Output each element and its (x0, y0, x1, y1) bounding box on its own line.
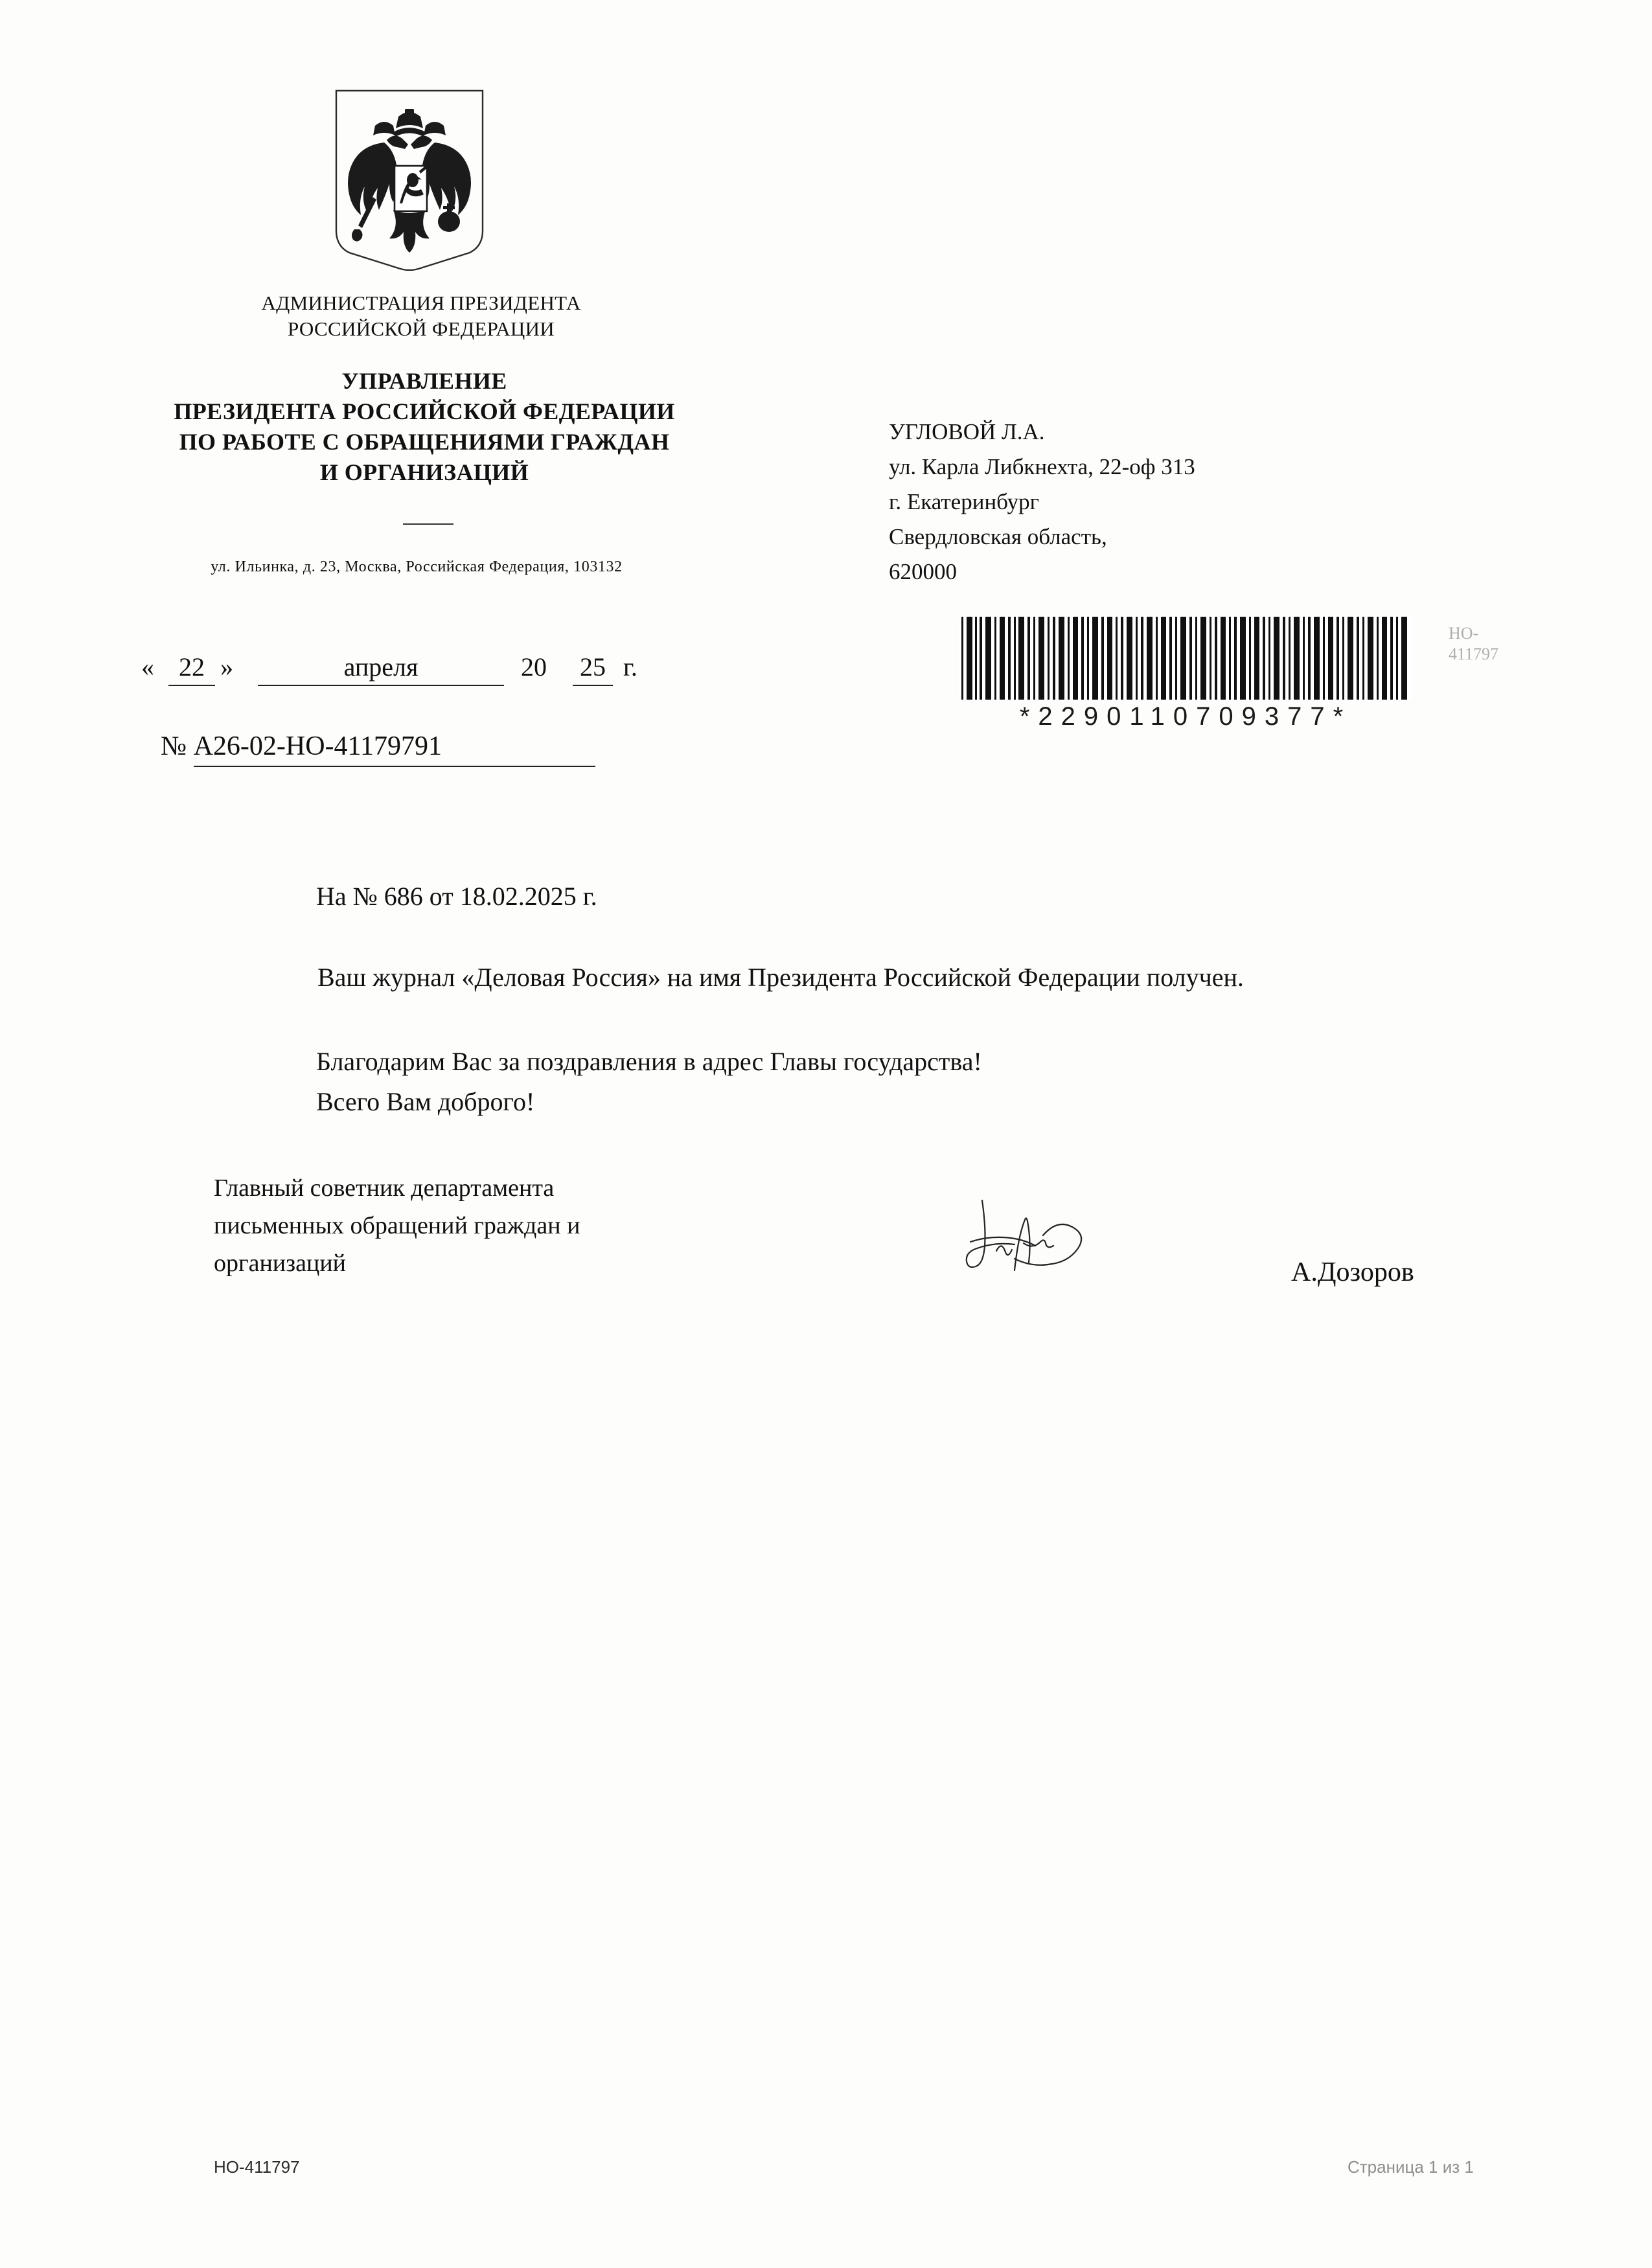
date-day-field: 22 (168, 652, 215, 686)
barcode-side-label-line-1: НО- (1449, 624, 1479, 643)
department-title (117, 366, 732, 488)
organization-name (220, 290, 622, 342)
document-number-value: А26-02-НО-41179791 (194, 731, 595, 767)
signer-title-line-1: Главный советник департамента (214, 1174, 555, 1202)
department-title-line-3: ПО РАБОТЕ С ОБРАЩЕНИЯМИ ГРАЖДАН (179, 429, 670, 455)
document-number-label: № (161, 731, 187, 761)
date-month-field: апреля (258, 652, 504, 686)
recipient-postal-code: 620000 (889, 559, 957, 584)
letterhead-divider (403, 523, 453, 525)
organization-address: ул. Ильинка, д. 23, Москва, Российская Федерация, 103132 (211, 558, 623, 575)
recipient-city: г. Екатеринбург (889, 489, 1040, 514)
signer-title (214, 1169, 580, 1282)
date-year-suffix: г. (623, 652, 637, 682)
footer-document-code: НО-411797 (214, 2157, 300, 2177)
recipient-address-block (889, 415, 1195, 590)
recipient-region: Свердловская область, (889, 524, 1107, 549)
body-paragraph-2: Благодарим Вас за поздравления в адрес Главы государства! (316, 1047, 982, 1076)
barcode (959, 617, 1412, 731)
date-year-field: 25 (573, 652, 613, 686)
date-quote-open: « (141, 652, 154, 682)
barcode-side-label (1449, 623, 1498, 665)
date-century: 20 (521, 652, 547, 682)
recipient-name: УГЛОВОЙ Л.А. (889, 419, 1045, 444)
barcode-side-label-line-2: 411797 (1449, 645, 1499, 663)
department-title-line-2: ПРЕЗИДЕНТА РОССИЙСКОЙ ФЕДЕРАЦИИ (174, 398, 675, 424)
department-title-line-4: И ОРГАНИЗАЦИЙ (319, 459, 529, 485)
barcode-digits: *2290110709377* (1019, 702, 1352, 731)
department-title-line-1: УПРАВЛЕНИЕ (341, 368, 507, 394)
footer-page-indicator: Страница 1 из 1 (1348, 2157, 1474, 2177)
reply-reference: На № 686 от 18.02.2025 г. (316, 882, 597, 911)
recipient-street: ул. Карла Либкнехта, 22-оф 313 (889, 454, 1195, 479)
organization-name-line-2: РОССИЙСКОЙ ФЕДЕРАЦИИ (288, 317, 555, 340)
document-number-line (161, 731, 595, 767)
signer-name: А.Дозоров (1291, 1257, 1414, 1287)
date-quote-close: » (220, 652, 233, 682)
russian-coat-of-arms-icon (322, 83, 497, 271)
body-paragraph-1: Ваш журнал «Деловая Россия» на имя Президента Российской Федерации получен. (317, 963, 1244, 992)
signer-title-line-3: организаций (214, 1250, 347, 1277)
signer-title-line-2: письменных обращений граждан и (214, 1212, 580, 1239)
organization-name-line-1: АДМИНИСТРАЦИЯ ПРЕЗИДЕНТА (261, 292, 581, 314)
barcode-bars (959, 617, 1412, 700)
handwritten-signature-icon (959, 1189, 1153, 1292)
body-paragraph-3: Всего Вам доброго! (316, 1087, 535, 1116)
